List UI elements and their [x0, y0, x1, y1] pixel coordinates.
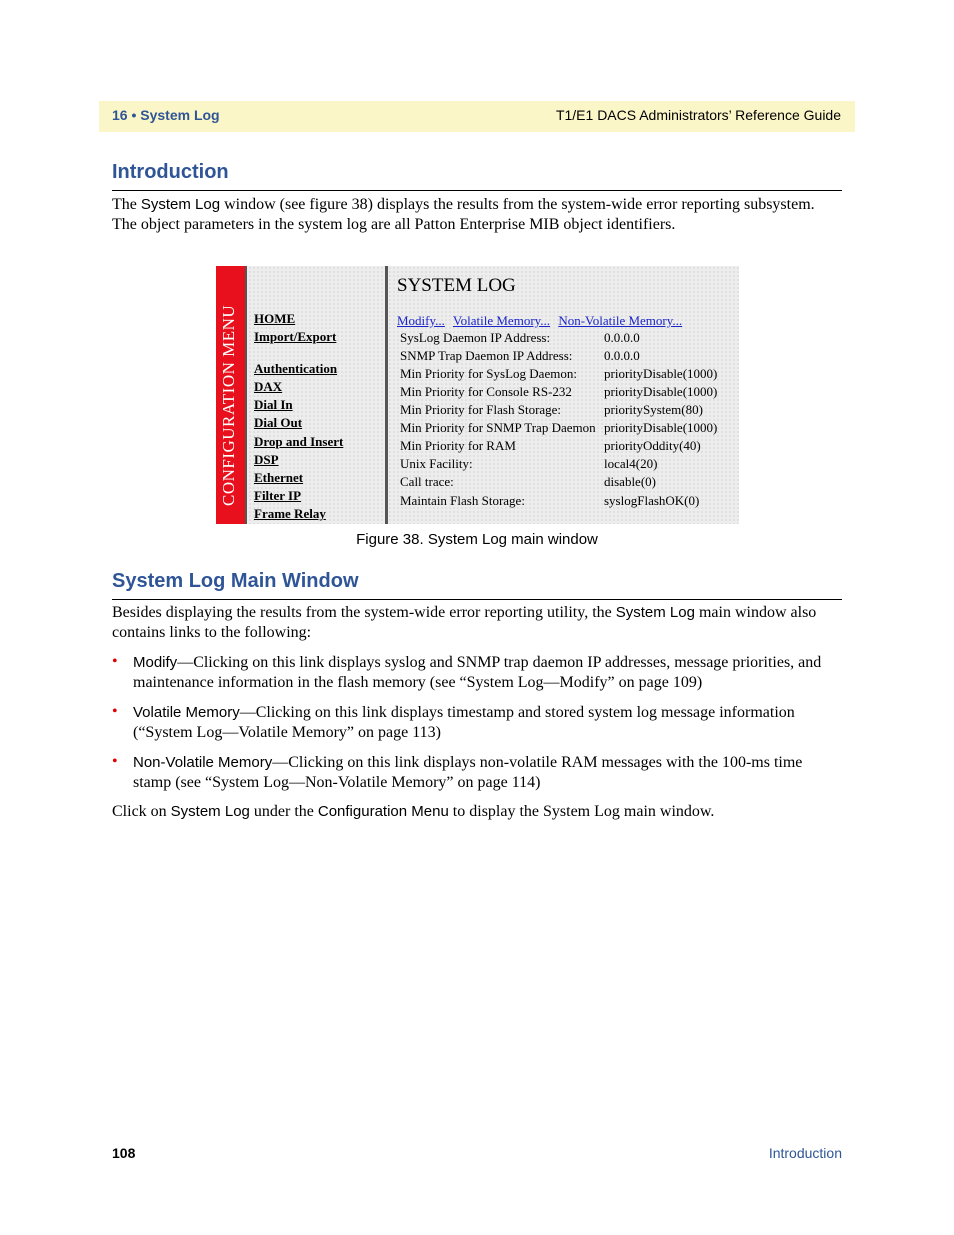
bullet-volatile-memory: Volatile Memory—Clicking on this link displays timestamp and stored system log message information (“System Log—Volatile Memory” on page 113): [133, 704, 795, 741]
param-value: priorityDisable(1000): [604, 420, 718, 435]
ui-term: System Log: [170, 803, 250, 820]
param-label: Min Priority for Console RS-232: [400, 384, 572, 399]
introduction-rule: [112, 190, 842, 191]
main-window-paragraph: Besides displaying the results from the system-wide error reporting utility, the System Log main window also contains links to the following:: [112, 604, 817, 641]
menu-strip-divider: [245, 266, 247, 524]
ui-term: Configuration Menu: [317, 803, 449, 820]
menu-item-filter-ip[interactable]: Filter IP: [254, 488, 302, 503]
system-log-links: [397, 313, 687, 329]
menu-item-dsp[interactable]: DSP: [254, 452, 279, 467]
param-value: disable(0): [604, 474, 656, 489]
param-value: 0.0.0.0: [604, 330, 640, 345]
param-label: Min Priority for SysLog Daemon:: [400, 366, 577, 381]
modify-link[interactable]: Modify...: [397, 313, 445, 328]
page-number: 108: [112, 1145, 136, 1161]
param-value: priorityDisable(1000): [604, 384, 718, 399]
param-label: Call trace:: [400, 474, 454, 489]
ui-term: Non-Volatile Memory: [133, 754, 273, 771]
non-volatile-memory-link[interactable]: Non-Volatile Memory...: [558, 313, 683, 328]
running-header: [99, 101, 855, 132]
system-log-title: SYSTEM LOG: [397, 275, 516, 296]
param-label: SysLog Daemon IP Address:: [400, 330, 551, 345]
closing-paragraph: Click on System Log under the Configuration Menu to display the System Log main window.: [112, 803, 715, 820]
param-value: 0.0.0.0: [604, 348, 640, 363]
menu-item-frame-relay[interactable]: Frame Relay: [254, 506, 326, 521]
configuration-menu-strip: [216, 266, 245, 524]
param-label: Min Priority for SNMP Trap Daemon: [400, 420, 596, 435]
param-value: prioritySystem(80): [604, 402, 703, 417]
menu-item-drop-and-insert[interactable]: Drop and Insert: [254, 434, 344, 449]
main-window-heading: System Log Main Window: [112, 570, 359, 592]
param-label: Min Priority for Flash Storage:: [400, 402, 562, 417]
configuration-menu-label: CONFIGURATION MENU: [219, 304, 238, 506]
param-label: Min Priority for RAM: [400, 438, 516, 453]
menu-item-home[interactable]: HOME: [254, 311, 296, 326]
bullet-modify: Modify—Clicking on this link displays syslog and SNMP trap daemon IP addresses, message priorities, and maintenance information in the flash memory (see “System Log—Modify” on page 109): [133, 654, 822, 691]
introduction-paragraph: The System Log window (see figure 38) displays the results from the system-wide error reporting subsystem. The object parameters in the system log are all Patton Enterprise MIB object identifiers.: [112, 196, 815, 233]
introduction-heading: Introduction: [112, 161, 229, 183]
footer-section: Introduction: [768, 1145, 842, 1161]
system-log-screenshot: [216, 266, 739, 524]
ui-term: System Log: [140, 196, 221, 213]
header-chapter: 16 • System Log: [112, 107, 220, 123]
param-value: priorityDisable(1000): [604, 366, 718, 381]
ui-term: Modify: [133, 654, 178, 671]
bullet-marker: •: [112, 703, 118, 720]
main-window-rule: [112, 599, 842, 600]
header-book-title: T1/E1 DACS Administrators’ Reference Guide: [555, 107, 841, 123]
param-label: Unix Facility:: [400, 456, 473, 471]
ui-term: Volatile Memory: [133, 704, 240, 721]
bullet-marker: •: [112, 653, 118, 670]
bullet-non-volatile-memory: Non-Volatile Memory—Clicking on this link displays non-volatile RAM messages with the 100-ms time stamp (see “System Log—Non-Volatile Memory” on page 114): [133, 754, 803, 791]
figure-caption: Figure 38. System Log main window: [356, 531, 598, 548]
menu-item-authentication[interactable]: Authentication: [254, 361, 338, 376]
bullet-marker: •: [112, 753, 118, 770]
param-value: priorityOddity(40): [604, 438, 701, 453]
menu-item-import-export[interactable]: Import/Export: [254, 329, 337, 344]
param-value: local4(20): [604, 456, 658, 471]
menu-item-ethernet[interactable]: Ethernet: [254, 470, 304, 485]
ui-term: System Log: [615, 604, 695, 621]
menu-item-dax[interactable]: DAX: [254, 379, 283, 394]
frame-divider: [385, 266, 388, 524]
menu-item-dial-out[interactable]: Dial Out: [254, 415, 303, 430]
volatile-memory-link[interactable]: Volatile Memory...: [452, 313, 551, 328]
param-value: syslogFlashOK(0): [604, 493, 700, 508]
param-label: Maintain Flash Storage:: [400, 493, 525, 508]
param-label: SNMP Trap Daemon IP Address:: [400, 348, 573, 363]
menu-item-dial-in[interactable]: Dial In: [254, 397, 293, 412]
